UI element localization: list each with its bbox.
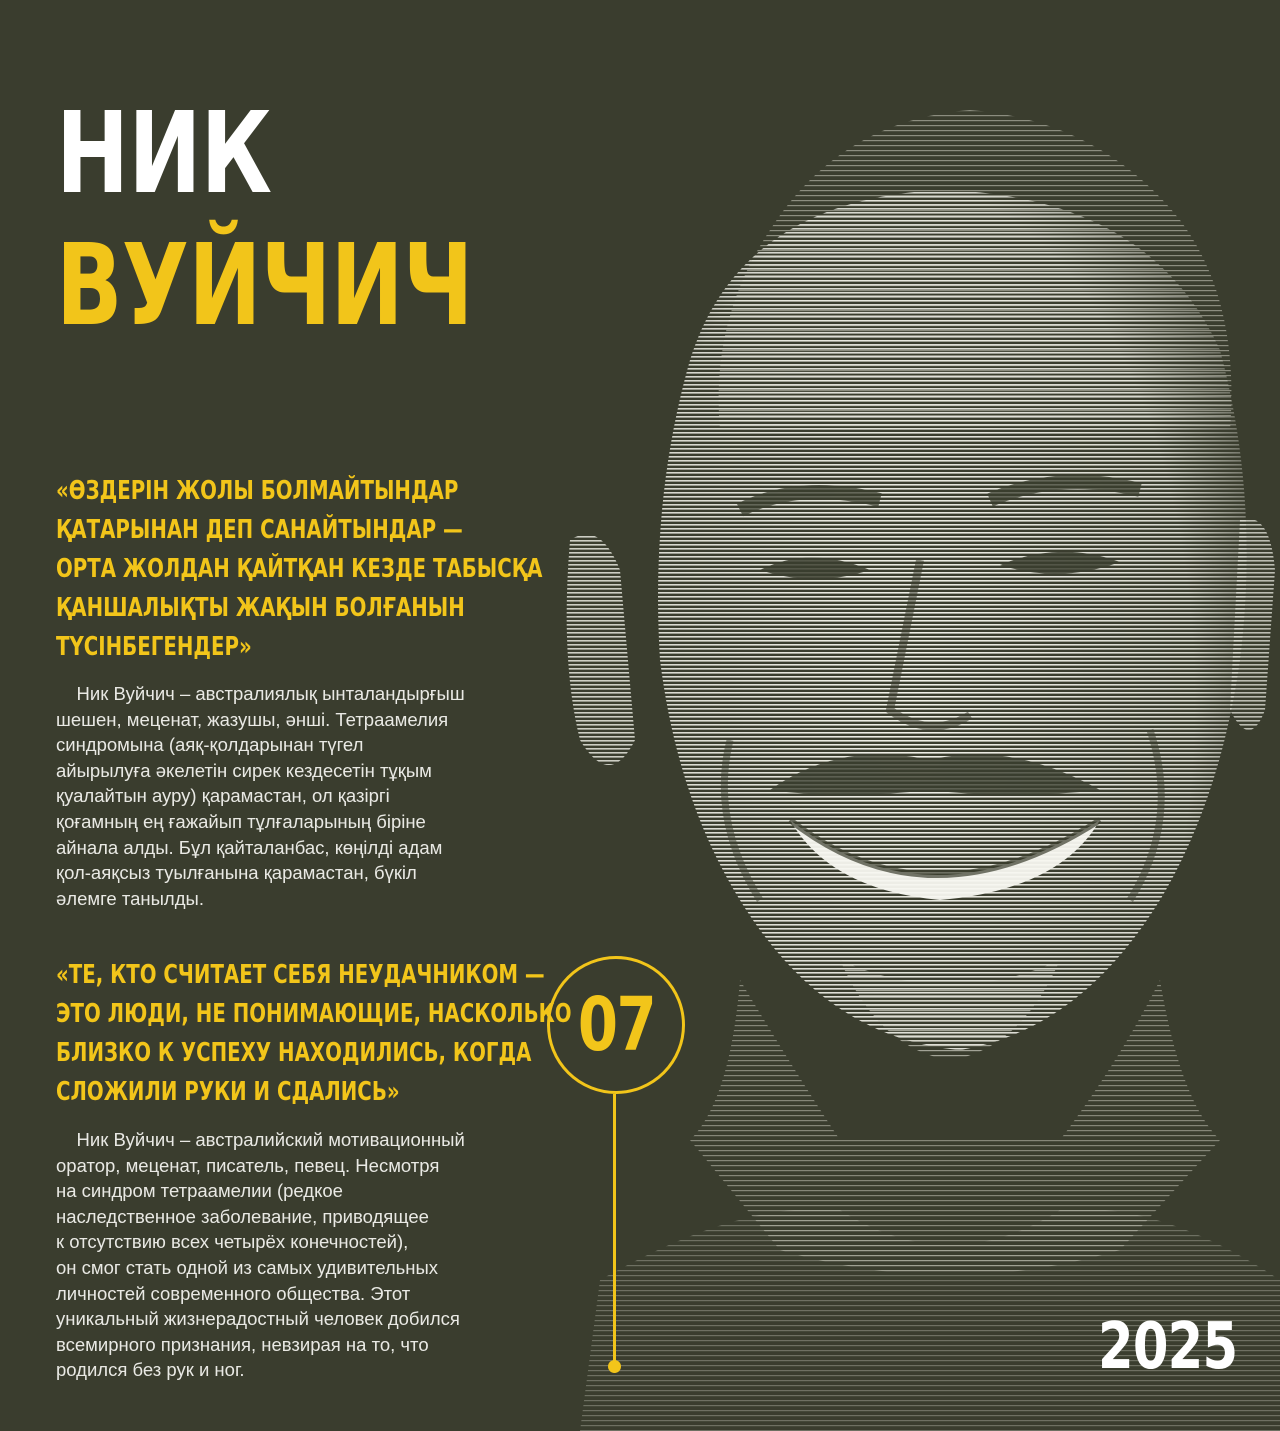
title-last-name: ВУЙЧИЧ	[56, 220, 473, 351]
quote-kazakh-line: «ӨЗДЕРІН ЖОЛЫ БОЛМАЙТЫНДАР	[56, 476, 459, 506]
quote-russian-line: ЭТО ЛЮДИ, НЕ ПОНИМАЮЩИЕ, НАСКОЛЬКО	[56, 999, 572, 1029]
bio-kazakh	[56, 681, 465, 911]
page-title	[56, 89, 473, 351]
bio-russian-line: родился без рук и ног.	[56, 1359, 245, 1381]
bio-russian	[56, 1127, 465, 1383]
bio-kazakh-line: Ник Вуйчич – австралиялық ынталандырғыш	[56, 683, 465, 704]
quote-russian	[56, 956, 572, 1112]
title-first-name: НИК	[56, 89, 272, 219]
bio-kazakh-line: айырылуға әкелетін сирек кездесетін тұқым	[56, 759, 432, 781]
quote-kazakh-line: ОРТА ЖОЛДАН ҚАЙТҚАН КЕЗДЕ ТАБЫСҚА	[56, 554, 543, 584]
calendar-year: 2025	[1098, 1310, 1238, 1384]
bio-kazakh-line: синдромына (аяқ-қолдарынан түгел	[56, 734, 364, 756]
quote-kazakh	[56, 472, 543, 667]
bio-kazakh-line: шешен, меценат, жазушы, әнші. Тетраамелия	[56, 708, 449, 730]
bio-kazakh-line: қоғамның ең ғажайып тұлғаларының біріне	[56, 810, 426, 832]
month-badge-dot	[608, 1360, 621, 1373]
quote-kazakh-line: ҚАТАРЫНАН ДЕП САНАЙТЫНДАР —	[56, 515, 463, 545]
bio-russian-line: всемирного признания, невзирая на то, что	[56, 1333, 429, 1355]
bio-russian-line: оратор, меценат, писатель, певец. Несмотря	[56, 1154, 440, 1176]
bio-russian-line: на синдром тетраамелии (редкое	[56, 1180, 343, 1202]
bio-russian-line: наследственное заболевание, приводящее	[56, 1205, 429, 1227]
bio-kazakh-line: қуалайтын ауру) қарамастан, ол қазіргі	[56, 785, 390, 807]
bio-russian-line: уникальный жизнерадостный человек добился	[56, 1308, 460, 1330]
quote-kazakh-line: ҚАНШАЛЫҚТЫ ЖАҚЫН БОЛҒАНЫН	[56, 593, 465, 623]
bio-russian-line: он смог стать одной из самых удивительных	[56, 1256, 439, 1278]
quote-russian-line: БЛИЗКО К УСПЕХУ НАХОДИЛИСЬ, КОГДА	[56, 1038, 532, 1068]
month-badge	[547, 956, 685, 1094]
month-number: 07	[577, 982, 655, 1068]
quote-russian-line: СЛОЖИЛИ РУКИ И СДАЛИСЬ»	[56, 1077, 400, 1107]
portrait-illustration	[540, 100, 1280, 1431]
bio-kazakh-line: қол-аяқсыз туылғанына қарамастан, бүкіл	[56, 862, 417, 884]
bio-russian-line: Ник Вуйчич – австралийский мотивационный	[56, 1129, 465, 1150]
quote-russian-line: «ТЕ, КТО СЧИТАЕТ СЕБЯ НЕУДАЧНИКОМ —	[56, 960, 545, 990]
month-badge-stem	[613, 1094, 616, 1364]
bio-kazakh-line: әлемге танылды.	[56, 887, 204, 909]
quote-kazakh-line: ТҮСІНБЕГЕНДЕР»	[56, 632, 252, 662]
bio-russian-line: личностей современного общества. Этот	[56, 1282, 411, 1304]
bio-kazakh-line: айнала алды. Бұл қайталанбас, көңілді адам	[56, 836, 443, 858]
bio-russian-line: к отсутствию всех четырёх конечностей),	[56, 1231, 409, 1253]
